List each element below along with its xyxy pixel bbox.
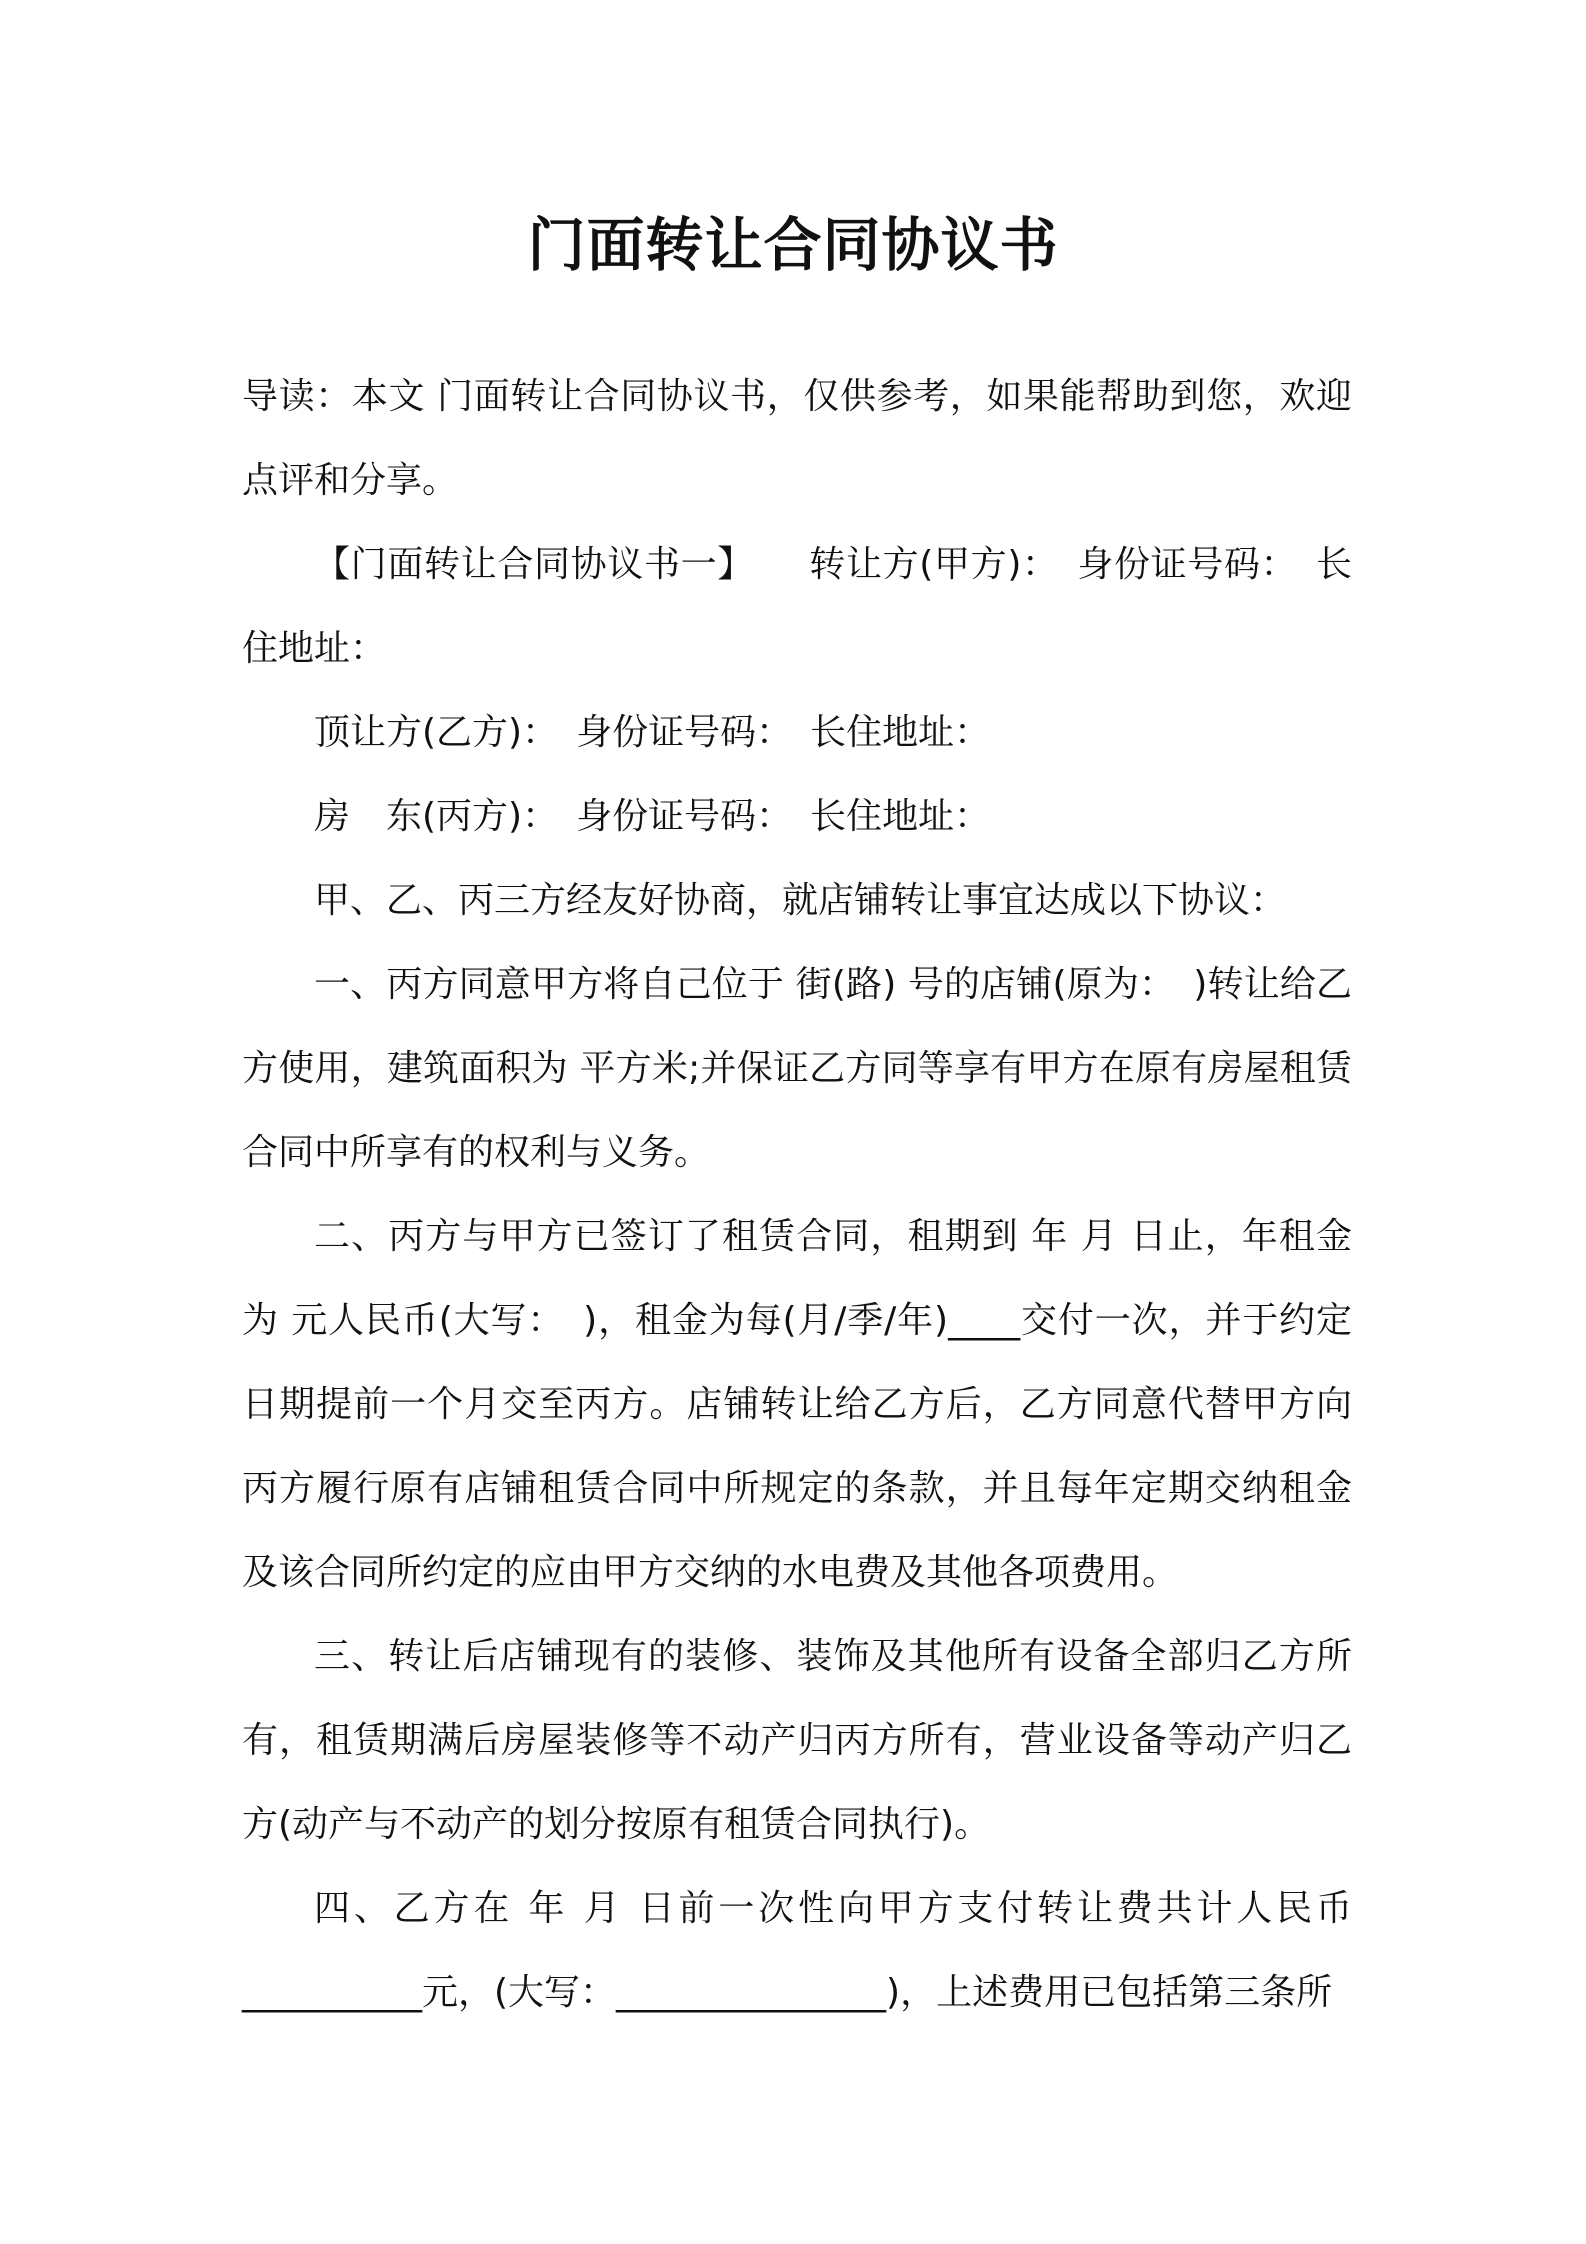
agreement-preamble: 甲、乙、丙三方经友好协商，就店铺转让事宜达成以下协议： — [314, 880, 1287, 921]
clause-2: 二、丙方与甲方已签订了租赁合同，租期到 年 月 日止，年租金为 元人民币(大写： )，租金为每(月/季/年)____交付一次，并于约定日期提前一个月交至丙方。店铺转让给乙方后，乙方同意代替甲方向丙方履行原有店铺租赁合同中所规定的条款，并且每年定期交纳租金及该合同所约定的应由甲方交纳的水电费及其他各项费用。 — [242, 1216, 1352, 1593]
party-c-line: 房 东(丙方)： 身份证号码： 长住地址： — [314, 796, 991, 837]
clause-4: 四、乙方在 年 月 日前一次性向甲方支付转让费共计人民币__________元，(大写：_______________)，上述费用已包括第三条所 — [242, 1888, 1352, 2013]
clause-3: 三、转让后店铺现有的装修、装饰及其他所有设备全部归乙方所有，租赁期满后房屋装修等不动产归丙方所有，营业设备等动产归乙方(动产与不动产的划分按原有租赁合同执行)。 — [242, 1636, 1352, 1845]
intro-paragraph: 导读：本文 门面转让合同协议书，仅供参考，如果能帮助到您，欢迎点评和分享。 — [242, 376, 1352, 501]
clause-1: 一、丙方同意甲方将自己位于 街(路) 号的店铺(原为： )转让给乙方使用，建筑面积为 平方米;并保证乙方同等享有甲方在原有房屋租赁合同中所享有的权利与义务。 — [242, 964, 1352, 1173]
document-title: 门面转让合同协议书 — [527, 211, 1059, 279]
party-a-line: 【门面转让合同协议书一】 转让方(甲方)： 身份证号码： 长住地址： — [242, 544, 1352, 669]
document-body — [242, 355, 1352, 2035]
party-b-line: 顶让方(乙方)： 身份证号码： 长住地址： — [314, 712, 991, 753]
